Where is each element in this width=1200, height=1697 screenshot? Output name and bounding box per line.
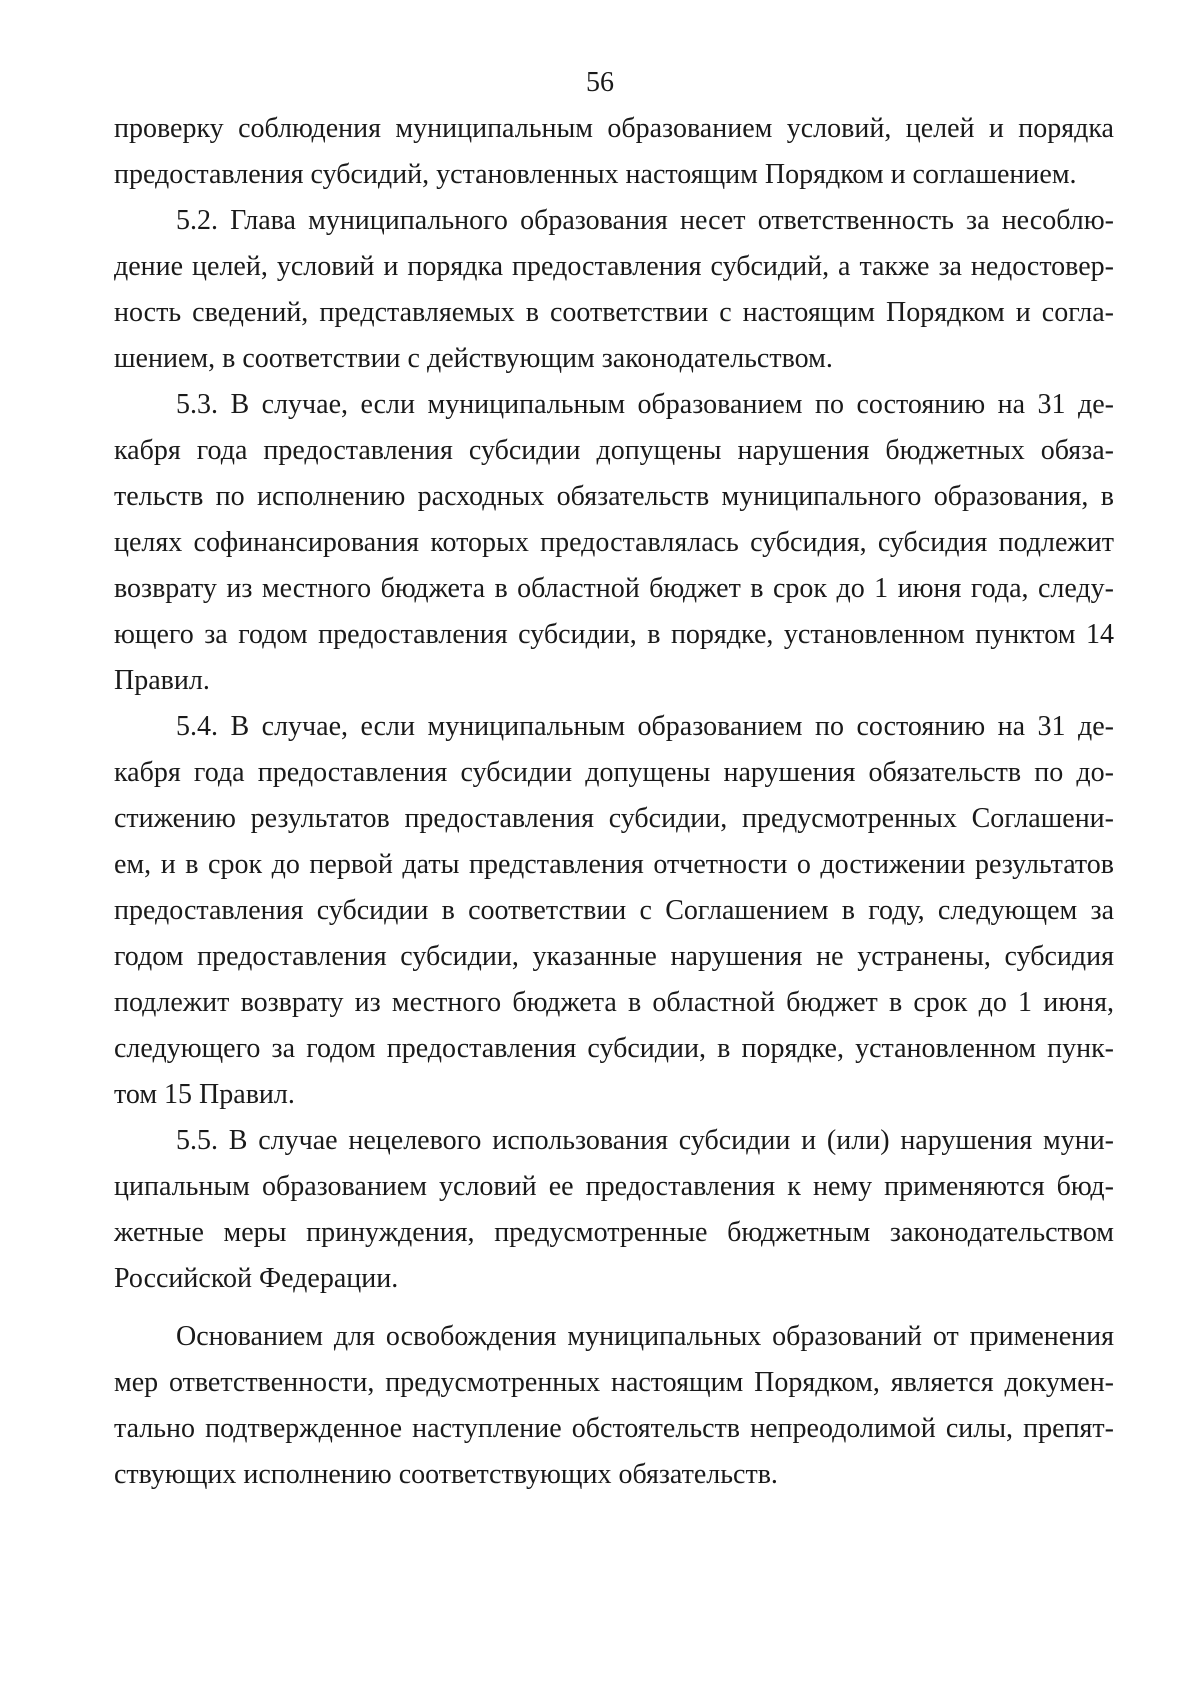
text-line: целях софинансирования которых предоставлялась субсидия, субсидия подлежит — [114, 527, 1114, 558]
text-line: предоставления субсидии в соответствии с Соглашением в году, следующем за — [114, 895, 1114, 926]
page-number: 56 — [586, 67, 614, 98]
text-line: кабря года предоставления субсидии допущены нарушения бюджетных обяза- — [114, 435, 1114, 466]
text-line: годом предоставления субсидии, указанные нарушения не устранены, субсидия — [114, 941, 1114, 972]
paragraph-5-5 — [114, 1118, 1114, 1302]
text-line: предоставления субсидий, установленных настоящим Порядком и соглашением. — [114, 159, 1077, 190]
paragraph-gap — [114, 1302, 1114, 1314]
text-line: тально подтвержденное наступление обстоятельств непреодолимой силы, препят- — [114, 1413, 1114, 1444]
paragraph-5-3 — [114, 382, 1114, 704]
text-line: ющего за годом предоставления субсидии, в порядке, установленном пунктом 14 — [114, 619, 1114, 650]
text-line: 5.5. В случае нецелевого использования субсидии и (или) нарушения муни- — [176, 1125, 1114, 1156]
text-line: Правил. — [114, 665, 210, 696]
text-line: жетные меры принуждения, предусмотренные бюджетным законодательством — [114, 1217, 1114, 1248]
paragraph-5-2 — [114, 198, 1114, 382]
text-line: возврату из местного бюджета в областной бюджет в срок до 1 июня года, следу- — [114, 573, 1114, 604]
text-line: мер ответственности, предусмотренных настоящим Порядком, является докумен- — [114, 1367, 1114, 1398]
text-line: тельств по исполнению расходных обязательств муниципального образования, в — [114, 481, 1114, 512]
text-line: подлежит возврату из местного бюджета в областной бюджет в срок до 1 июня, — [114, 987, 1114, 1018]
text-line: шением, в соответствии с действующим законодательством. — [114, 343, 833, 374]
text-line: ем, и в срок до первой даты представления отчетности о достижении результатов — [114, 849, 1114, 880]
text-line: Основанием для освобождения муниципальных образований от применения — [176, 1321, 1114, 1352]
text-line: 5.4. В случае, если муниципальным образованием по состоянию на 31 де- — [176, 711, 1114, 742]
document-body — [114, 106, 1114, 1498]
text-line: 5.2. Глава муниципального образования несет ответственность за несоблю- — [176, 205, 1114, 236]
paragraph-continuation — [114, 106, 1114, 198]
paragraph-5-4 — [114, 704, 1114, 1118]
text-line: Российской Федерации. — [114, 1263, 399, 1294]
text-line: следующего за годом предоставления субсидии, в порядке, установленном пунк- — [114, 1033, 1114, 1064]
text-line: кабря года предоставления субсидии допущены нарушения обязательств по до- — [114, 757, 1114, 788]
paragraph-force-majeure — [114, 1314, 1114, 1498]
text-line: том 15 Правил. — [114, 1079, 295, 1110]
text-line: дение целей, условий и порядка предоставления субсидий, а также за недостовер- — [114, 251, 1114, 282]
text-line: 5.3. В случае, если муниципальным образованием по состоянию на 31 де- — [176, 389, 1114, 420]
text-line: стижению результатов предоставления субсидии, предусмотренных Соглашени- — [114, 803, 1114, 834]
text-line: ствующих исполнению соответствующих обязательств. — [114, 1459, 778, 1490]
text-line: ципальным образованием условий ее предоставления к нему применяются бюд- — [114, 1171, 1114, 1202]
text-line: ность сведений, представляемых в соответствии с настоящим Порядком и согла- — [114, 297, 1114, 328]
text-line: проверку соблюдения муниципальным образованием условий, целей и порядка — [114, 113, 1114, 144]
